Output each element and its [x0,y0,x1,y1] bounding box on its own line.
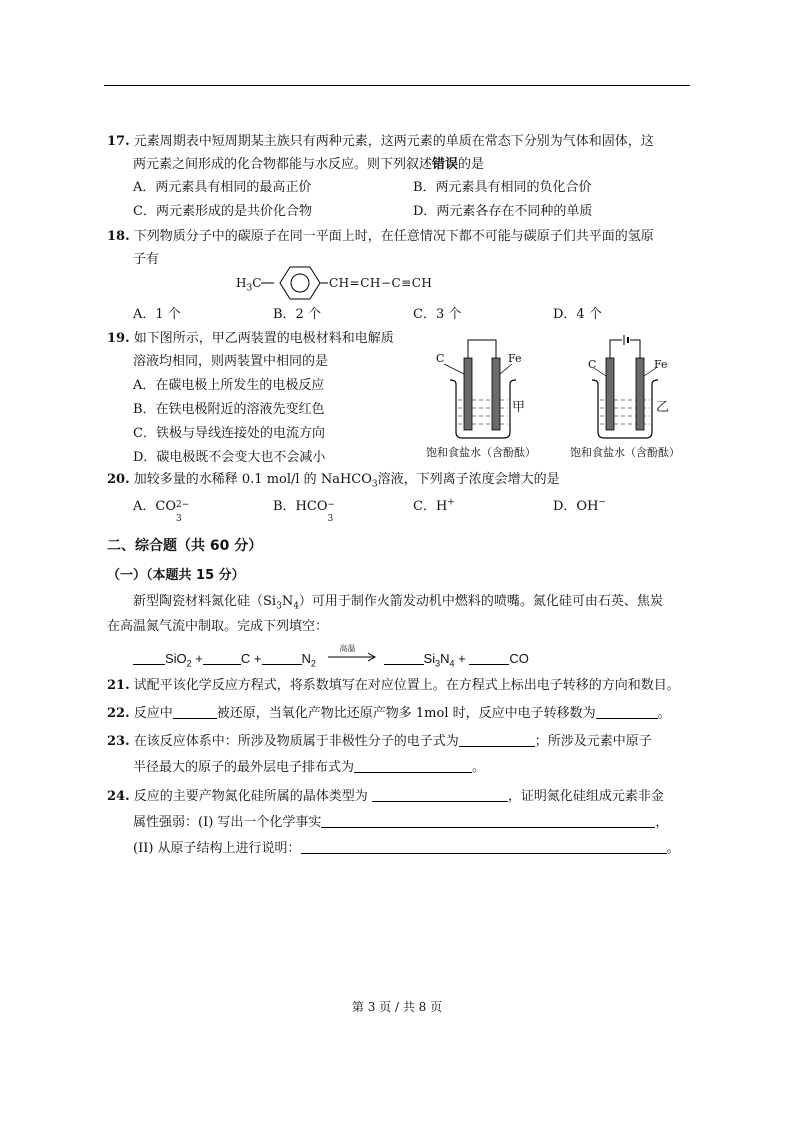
formula-superscript: − [598,497,606,508]
q19-line-1 [107,329,394,349]
carbon-electrode-label: C [588,358,597,371]
answer-blank[interactable] [321,813,655,828]
formula-text: C [391,276,402,290]
answer-blank[interactable] [372,787,508,802]
header-rule [104,85,690,86]
question-text: ；所涉及元素中原子 [534,734,652,749]
formula-bond: = [349,276,361,290]
q19-option-c: C．铁极与导线连接处的电流方向 [133,426,325,441]
question-text: 在该反应体系中：所涉及物质属于非极性分子的电子式为 [133,734,459,749]
question-text: 属性强弱：(I) 写出一个化学事实 [133,815,322,830]
formula-subscript: 3 [371,479,378,490]
question-text: 。 [657,706,671,721]
intro-line-1 [133,592,663,612]
q20-option-c [413,497,455,517]
structural-formula [232,262,452,306]
q23-line-2 [133,758,485,778]
option-text: D．OH [553,499,599,514]
question-number: 24. [107,789,130,804]
coefficient-blank[interactable] [203,650,241,665]
q18-line-1 [107,227,654,247]
question-number: 23. [107,734,130,749]
question-text: (II) 从原子结构上进行说明： [133,841,301,856]
coefficient-blank[interactable] [133,650,165,665]
q20-line-1 [107,470,560,490]
question-text: 溶液，下列离子浓度会增大的是 [377,472,560,487]
formula-text: H [236,276,247,290]
answer-blank[interactable] [596,704,658,719]
reaction-arrow [328,644,378,663]
question-text: 被还原，当氧化产物比还原产物多 1mol 时，反应中电子转移数为 [216,706,596,721]
chain-group [329,273,432,293]
question-text: 如下图所示，甲乙两装置的电极材料和电解质 [133,331,394,346]
q18-option-b: B．2 个 [273,307,321,322]
formula-text: Si [423,651,436,666]
question-text: ，证明氮化硅组成元素非金 [507,789,664,804]
option-text: B．HCO [273,499,328,514]
q18-option-a: A．1 个 [133,307,181,322]
formula-text: SiO [165,651,187,666]
formula-text: + [454,651,466,666]
formula-subscript: 4 [449,658,455,669]
formula-text: N [440,651,450,666]
option-text: C．H [413,499,448,514]
formula-subscript: 4 [293,601,299,612]
question-text: 反应中 [133,706,173,721]
q22-line [107,704,671,724]
question-text: 试配平该化学反应方程式，将系数填写在对应位置上。在方程式上标出电子转移的方向和数目。 [133,678,680,693]
beaker-yi-icon [570,334,700,444]
question-text: 。 [666,841,680,856]
answer-blank[interactable] [354,758,472,773]
electrolysis-figure-jia [420,334,560,462]
electrolysis-figure-yi [570,334,700,462]
arrow-icon [328,651,378,665]
answer-blank[interactable] [301,839,667,854]
q17-option-c: C．两元素形成的是共价化合物 [133,204,312,219]
formula-subscript: 3 [246,283,253,294]
q17-option-b: B．两元素具有相同的负化合价 [413,180,592,195]
question-text: 加较多量的水稀释 0.1 mol/l 的 NaHCO [133,472,372,487]
emphasis-text: 错误 [432,157,459,172]
q18-option-d: D．4 个 [553,307,602,322]
q17-option-a: A．两元素具有相同的最高正价 [133,180,312,195]
formula-bond: − [380,276,392,290]
figure-caption: 饱和食盐水（含酚酞） [570,446,680,459]
q24-line-1 [107,787,664,807]
reaction-condition: 高温 [339,644,356,653]
iron-electrode-label: Fe [654,358,668,371]
formula-text: + [191,651,203,666]
intro-text: N [281,594,294,609]
coefficient-blank[interactable] [262,650,302,665]
q19-option-a: A．在碳电极上所发生的电极反应 [133,378,325,393]
q18-option-c: C．3 个 [413,307,462,322]
formula-text: N [301,651,311,666]
question-text: 。 [472,760,486,775]
formula-text: CO [509,651,529,666]
figure-caption: 饱和食盐水（含酚酞） [426,446,536,459]
formula-text: C + [240,651,262,666]
question-text: 元素周期表中短周期某主族只有两种元素，这两元素的单质在常态下分别为气体和固体，这 [133,134,654,149]
question-number: 18. [107,229,130,244]
q17-option-d: D．两元素各存在不同种的单质 [413,204,593,219]
question-number: 21. [107,678,130,693]
q20-option-d [553,497,606,517]
coefficient-blank[interactable] [384,650,424,665]
question-number: 20. [107,472,130,487]
carbon-electrode-label: C [436,352,445,365]
question-text: 的是 [458,157,485,172]
question-text: 反应的主要产物氮化硅所属的晶体类型为 [133,789,368,804]
reaction-equation [133,644,529,669]
formula-subscript: 3 [435,658,441,669]
section-heading: 二、综合题（共 60 分） [107,538,263,554]
q20-option-a: A．CO 2− 3 [133,499,190,524]
formula-subscript: 2 [186,658,192,669]
answer-blank[interactable] [459,732,535,747]
beaker-jia-icon [420,334,560,444]
question-number: 19. [107,331,130,346]
q19-line-2: 溶液均相同，则两装置中相同的是 [133,354,329,369]
intro-text: ）可用于制作火箭发动机中燃料的喷嘴。氮化硅可由石英、焦炭 [298,594,663,609]
formula-text: CH [360,276,381,290]
intro-line-2: 在高温氮气流中制取。完成下列填空： [107,619,329,634]
formula-subscript: 3 [276,601,282,612]
page-footer: 第 3 页 / 共 8 页 [351,1000,443,1014]
q24-line-2 [133,813,668,833]
question-text: 半径最大的原子的最外层电子排布式为 [133,760,355,775]
q17-line-1 [107,132,654,152]
iron-electrode-label: Fe [508,352,522,365]
q23-line-1 [107,732,652,752]
q19-option-d: D．碳电极既不会变大也不会减小 [133,450,326,465]
q24-line-3 [133,839,680,859]
question-text: ， [655,815,669,830]
formula-subscript: 2 [310,658,316,669]
formula-bond: ≡ [401,276,412,290]
figure-label: 甲 [512,400,526,415]
subsection-heading: （一）（本题共 15 分） [107,568,245,583]
coefficient-blank[interactable] [469,650,509,665]
q17-line-2 [133,155,484,175]
q18-line-2: 子有 [133,252,160,267]
formula-superscript: + [447,497,455,508]
option-text: A．CO [133,499,176,514]
formula-text: C [252,276,262,290]
question-text: 两元素之间形成的化合物都能与水反应。则下列叙述 [133,157,433,172]
q21-line [107,676,680,696]
answer-blank[interactable] [173,704,217,719]
question-number: 17. [107,134,130,149]
q20-option-b: B．HCO − 3 [273,499,336,524]
figure-label: 乙 [656,400,670,415]
question-number: 22. [107,706,130,721]
formula-text: CH [329,276,350,290]
q19-option-b: B．在铁电极附近的溶液先变红色 [133,402,325,417]
formula-text: CH [411,276,433,290]
question-text: 下列物质分子中的碳原子在同一平面上时，在任意情况下都不可能与碳原子们共平面的氢原 [133,229,654,244]
intro-text: 新型陶瓷材料氮化硅（Si [133,594,277,609]
